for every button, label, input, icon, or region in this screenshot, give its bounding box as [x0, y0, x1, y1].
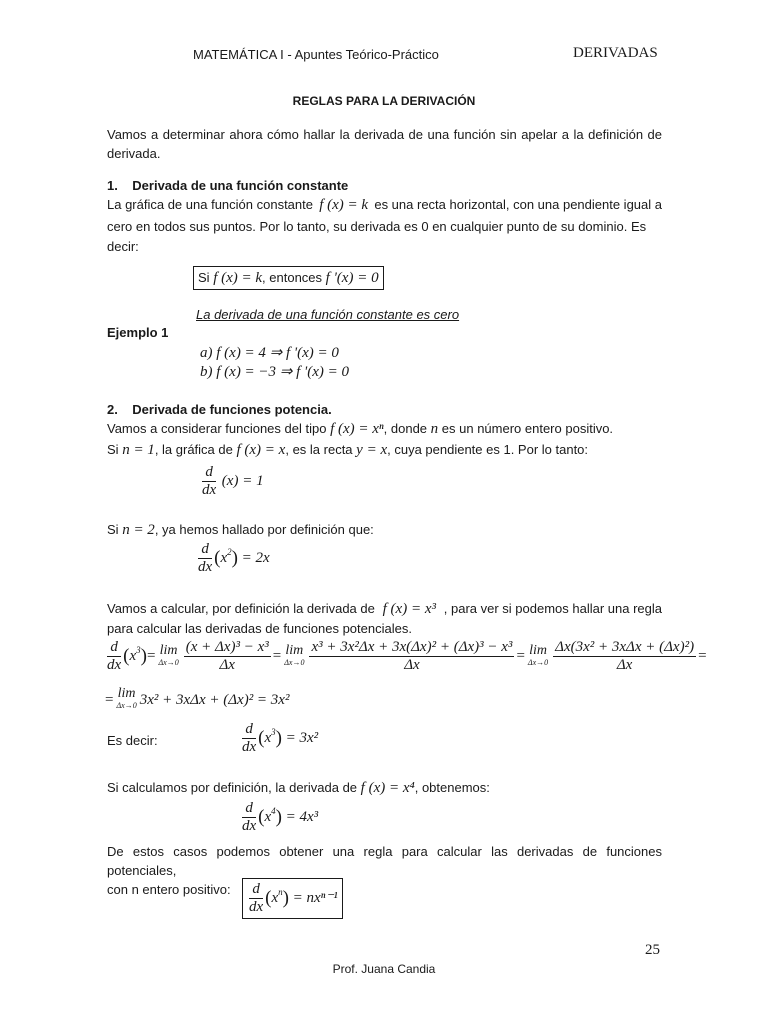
- intro-paragraph: Vamos a determinar ahora cómo hallar la derivada de una función sin apelar a la definición de derivada.: [107, 127, 662, 161]
- page-number: 25: [645, 942, 660, 958]
- power-line-6: Si calculamos por definición, la derivada de f (x) = x⁴, obtenemos:: [107, 780, 490, 796]
- power-line-2: Si n = 1, la gráfica de f (x) = x, es la recta y = x, cuya pendiente es 1. Por lo tanto:: [107, 442, 589, 458]
- derivation-x3: $\frac{d}{dx}$ $(x^3)=$ lim Δx→0 $\frac{\text{(x + Δx)³ − x³}}{\Delta x}$ = lim Δx→0 $\frac{\text{x³ + 3x²Δx + 3x(Δx)² + (Δx)³ − x³}}{\Delta x}$ = lim Δx→0 $\frac{\text{Δx(3x² + 3xΔx + (Δx)²)}}{\Delta x}$ =: [107, 639, 707, 673]
- example-a: a) f (x) = 4 ⇒ f '(x) = 0: [200, 345, 339, 361]
- header-topic: DERIVADAS: [573, 45, 658, 61]
- power-line-4: Vamos a calcular, por definición la derivada de f (x) = x³ , para ver si podemos hallar una regla para calcular las derivadas de funciones potenciales.: [107, 601, 662, 636]
- section2-heading: 2. Derivada de funciones potencia.: [107, 402, 332, 417]
- equation-dx-x2: $\frac{d}{dx}$ $(x^2) = 2x$: [198, 541, 270, 575]
- example-b: b) f (x) = −3 ⇒ f '(x) = 0: [200, 364, 350, 380]
- section1-heading: 1. Derivada de una función constante: [107, 178, 349, 193]
- equation-dx-x: $\frac{d}{dx}$ (x) = 1: [202, 464, 264, 498]
- example-label: Ejemplo 1: [107, 325, 169, 340]
- section1-paragraph: La gráfica de una función constante f (x) = k es una recta horizontal, con una pendiente igual a cero en todos sus puntos. Por lo tanto, su derivada es 0 en cualquier punto de su dominio. Es decir:: [107, 197, 662, 254]
- footer-author: Prof. Juana Candia: [332, 962, 436, 976]
- running-header: MATEMÁTICA I - Apuntes Teórico-Práctico: [193, 47, 439, 62]
- es-decir-label: Es decir:: [107, 733, 158, 748]
- rule-caption: La derivada de una función constante es cero: [196, 307, 460, 322]
- page-title: REGLAS PARA LA DERIVACIÓN: [292, 94, 476, 108]
- power-rule-box: $\frac{d}{dx}$ $(x^n) = nx^{n-1}$: [242, 878, 343, 919]
- constant-rule-box: Si f (x) = k, entonces f '(x) = 0: [193, 266, 384, 290]
- power-line-1: Vamos a considerar funciones del tipo f (x) = xⁿ, donde n es un número entero positivo.: [107, 421, 614, 437]
- power-conclusion: De estos casos podemos obtener una regla para calcular las derivadas de funciones potenciales, con n entero positivo:: [107, 844, 662, 897]
- equation-dx-x4: $\frac{d}{dx}$ $(x^4) = 4x^3$: [242, 800, 319, 834]
- equation-dx-x3: $\frac{d}{dx}$ $(x^3) = 3x^2$: [242, 721, 319, 755]
- derivation-x3-result: = lim Δx→0 3x² + 3xΔx + (Δx)² = 3x²: [105, 686, 290, 710]
- power-line-3: Si n = 2, ya hemos hallado por definición que:: [107, 522, 374, 538]
